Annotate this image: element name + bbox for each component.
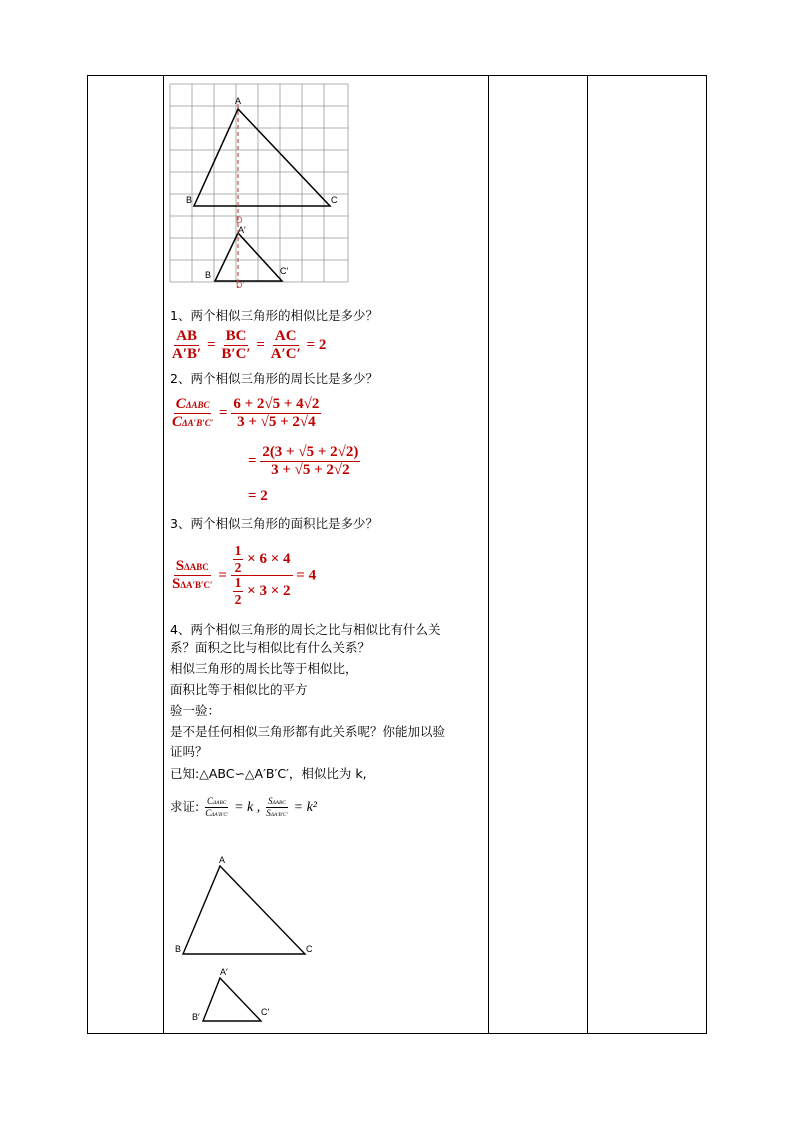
label-b-prime: B′ <box>192 1012 200 1022</box>
subscript: ΔABC <box>185 400 210 410</box>
label-d-prime: D′ <box>236 280 245 290</box>
grid-lines <box>170 84 348 282</box>
subscript: ΔABC <box>212 799 227 806</box>
frac-num: AB <box>176 328 198 344</box>
question-4-line1: 4、两个相似三角形的周长之比与相似比有什么关 <box>170 622 441 637</box>
label-c: C <box>331 195 338 205</box>
area-den-rest: × 3 × 2 <box>247 583 291 600</box>
label-a: A <box>235 96 242 106</box>
subscript: ΔABC <box>272 799 286 806</box>
frac-num: AC <box>274 328 297 344</box>
s-symbol: S <box>268 795 273 806</box>
half-den: 2 <box>234 559 242 575</box>
subscript: ΔA′B′C′ <box>182 417 214 428</box>
verify-line-2: 证吗？ <box>170 744 208 759</box>
triangle-a2b2c2 <box>203 978 261 1021</box>
frac-den: A′B′ <box>172 345 202 362</box>
prove-s-rhs: = k² <box>293 800 317 815</box>
question-4-line2: 系？面积之比与相似比有什么关系？ <box>170 640 371 655</box>
prove-label: 求证: <box>170 799 200 814</box>
c-symbol: C <box>175 396 186 412</box>
label-a: A <box>219 855 226 865</box>
label-c-prime: C′ <box>261 1007 270 1017</box>
label-b: B <box>186 195 193 205</box>
subscript: ΔA′B′C′ <box>270 811 288 818</box>
label-b-prime: B <box>205 270 212 280</box>
given-statement: 已知:△ABC∽△A′B′C′，相似比为 k, <box>170 766 367 781</box>
frac-den: 3 + √5 + 2√4 <box>237 413 316 430</box>
frac-num: 2(3 + √5 + 2√2) <box>262 444 359 460</box>
triangle-a2b2c2 <box>215 233 282 281</box>
equation-perimeter-ratio-2: = $\frac{2(3 + √5 + 2√2)}{3 + √5 + 2√2}$ <box>248 444 359 478</box>
half-num: 1 <box>234 575 242 591</box>
verify-line-1: 是不是任何相似三角形都有此关系呢？你能加以验 <box>170 724 446 739</box>
column-divider <box>163 76 164 1033</box>
frac-den: 3 + √5 + 2√2 <box>271 461 350 478</box>
subscript: ΔA′B′C′ <box>211 811 229 818</box>
prove-statement <box>170 793 317 822</box>
frac-num: 6 + 2√5 + 4√2 <box>233 396 320 412</box>
s-symbol: S <box>266 807 271 818</box>
label-a-prime: A′ <box>220 967 228 977</box>
equation-similarity-ratio: $\frac{AB}{A'B'}$ = $\frac{BC}{B'C'}$ = $\frac{AC}{A'C'}$ = 2 <box>172 328 327 362</box>
question-3: 3、两个相似三角形的面积比是多少？ <box>170 516 378 531</box>
half-den: 2 <box>234 592 242 608</box>
area-num-rest: × 6 × 4 <box>247 551 291 568</box>
frac-den: B′C′ <box>221 345 251 362</box>
equation-perimeter-ratio-1: $\frac{\text{CΔABC}}{\text{CΔA′B′C′}}$ = $\frac{6 + 2√5 + 4√2}{3 + √5 + 2√4}$ <box>172 396 320 430</box>
answer-line-2: 面积比等于相似比的平方 <box>170 682 308 697</box>
prove-c-rhs: = k , <box>234 800 261 815</box>
question-1: 1、两个相似三角形的相似比是多少？ <box>170 308 378 323</box>
label-c: C <box>306 944 313 954</box>
c-symbol: C <box>205 807 212 818</box>
triangle-abc <box>183 866 305 954</box>
label-a-prime: A′ <box>238 225 246 235</box>
label-b: B <box>175 944 182 954</box>
grid-triangle-figure <box>168 82 353 290</box>
question-2: 2、两个相似三角形的周长比是多少？ <box>170 371 378 386</box>
equation-perimeter-result: = 2 <box>248 488 268 504</box>
equation-result: = 2 <box>306 336 327 353</box>
label-d: D <box>236 215 243 225</box>
verify-title: 验一验： <box>170 703 221 718</box>
s-symbol: S <box>175 558 185 575</box>
s-symbol: S <box>172 575 181 592</box>
subscript: ΔA′B′C′ <box>180 579 213 590</box>
subscript: ΔABC <box>184 562 209 573</box>
c-symbol: C <box>172 413 183 430</box>
c-symbol: C <box>206 795 213 806</box>
triangle-pair-figure <box>170 852 320 1027</box>
column-divider <box>587 76 588 1033</box>
half-num: 1 <box>234 543 242 558</box>
equation-result: = 4 <box>296 567 317 584</box>
label-c-prime: C′ <box>280 266 289 276</box>
frac-den: A′C′ <box>270 345 301 362</box>
frac-num: BC <box>225 328 247 344</box>
answer-line-1: 相似三角形的周长比等于相似比， <box>170 661 358 676</box>
column-divider <box>488 76 489 1033</box>
equation-area-ratio: $\frac{\text{SΔABC}}{\text{SΔA′B′C′}}$ = $\frac{1}{2}$ × 6 × 4 $\frac{1}{2}$ × 3 × 2 = 4 <box>172 543 317 608</box>
